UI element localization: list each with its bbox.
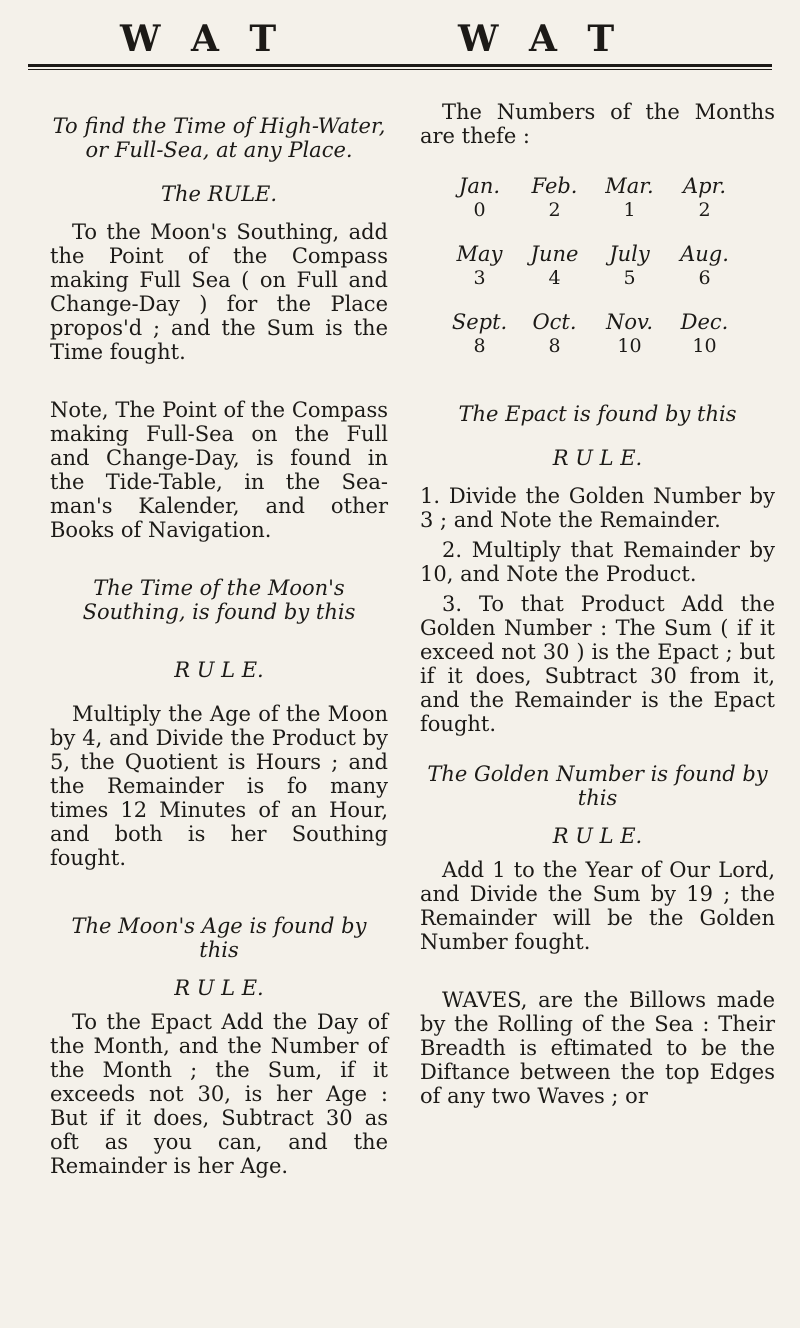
month-name: Oct.: [532, 310, 577, 334]
month-name: Mar.: [605, 174, 654, 198]
month-numbers-intro: The Numbers of the Months are thefe :: [420, 100, 775, 148]
golden-number-rule-heading: R U L E.: [552, 824, 643, 848]
header-rule: [28, 64, 772, 67]
month-name: Nov.: [605, 310, 654, 334]
left-column: [50, 100, 388, 1178]
month-number: 4: [548, 267, 561, 289]
month-number: 8: [548, 335, 561, 357]
golden-number-title: The Golden Number is found by this: [427, 762, 768, 810]
running-header-right: W A T: [458, 18, 624, 60]
month-name: Jan.: [458, 174, 501, 198]
month-number: 2: [698, 199, 711, 221]
moon-age-rule-heading: R U L E.: [174, 976, 264, 1000]
high-water-rule-heading: The RULE.: [160, 182, 278, 206]
month-number: 2: [548, 199, 561, 221]
month-number: 8: [473, 335, 486, 357]
month-number: 10: [617, 335, 642, 357]
month-number: 5: [623, 267, 636, 289]
epact-title: The Epact is found by this: [458, 402, 737, 426]
month-number: 10: [692, 335, 717, 357]
month-name: June: [530, 242, 579, 266]
high-water-rule-text: To the Moon's Southing, add the Point of the Compass making Full Sea ( on Full and Change-Day ) for the Place propos'd ; and the Sum is the Time fought.: [50, 220, 388, 364]
month-number: 6: [698, 267, 711, 289]
right-column: [420, 100, 775, 1108]
epact-step-1: 1. Divide the Golden Number by 3 ; and Note the Remainder.: [420, 484, 775, 532]
epact-step-2: 2. Multiply that Remainder by 10, and Note the Product.: [420, 538, 775, 586]
moon-age-title: The Moon's Age is found by this: [71, 914, 367, 962]
compass-note: Note, The Point of the Compass making Full-Sea on the Full and Change-Day, is found in the Tide-Table, in the Sea-man's Kalender, and other Books of Navigation.: [50, 398, 388, 542]
month-name: Feb.: [531, 174, 578, 198]
header-rule-thin: [28, 69, 772, 70]
high-water-title: To find the Time of High-Water, or Full-Sea, at any Place.: [52, 114, 386, 162]
southing-title: The Time of the Moon's Southing, is found by this: [82, 576, 356, 624]
waves-definition: WAVES, are the Billows made by the Rolling of the Sea : Their Breadth is eftimated to be the Diftance between the top Edges of any two Waves ; or: [420, 988, 775, 1108]
month-name: Dec.: [680, 310, 729, 334]
month-number: 1: [623, 199, 636, 221]
month-numbers-table: [442, 310, 742, 358]
golden-number-rule-text: Add 1 to the Year of Our Lord, and Divide the Sum by 19 ; the Remainder will be the Golden Number fought.: [420, 858, 775, 954]
moon-age-rule-text: To the Epact Add the Day of the Month, and the Number of the Month ; the Sum, if it exceeds not 30, is her Age : But if it does, Subtract 30 as oft as you can, and the Remainder is her Age.: [50, 1010, 388, 1178]
month-name: Apr.: [682, 174, 726, 198]
epact-step-3: 3. To that Product Add the Golden Number : The Sum ( if it exceed not 30 ) is the Epact ; but if it does, Subtract 30 from it, and the Remainder is the Epact fought.: [420, 592, 775, 736]
month-name: May: [456, 242, 503, 266]
month-numbers-table: [442, 174, 742, 222]
month-name: July: [609, 242, 650, 266]
month-name: Aug.: [680, 242, 729, 266]
southing-rule-text: Multiply the Age of the Moon by 4, and Divide the Product by 5, the Quotient is Hours ; and the Remainder is fo many times 12 Minutes of an Hour, and both is her Southing fought.: [50, 702, 388, 870]
southing-rule-heading: R U L E.: [174, 658, 264, 682]
month-number: 0: [473, 199, 486, 221]
epact-rule-heading: R U L E.: [552, 446, 643, 470]
month-name: Sept.: [451, 310, 508, 334]
running-header-left: W A T: [120, 18, 286, 60]
month-number: 3: [473, 267, 486, 289]
month-numbers-table: [442, 242, 742, 290]
